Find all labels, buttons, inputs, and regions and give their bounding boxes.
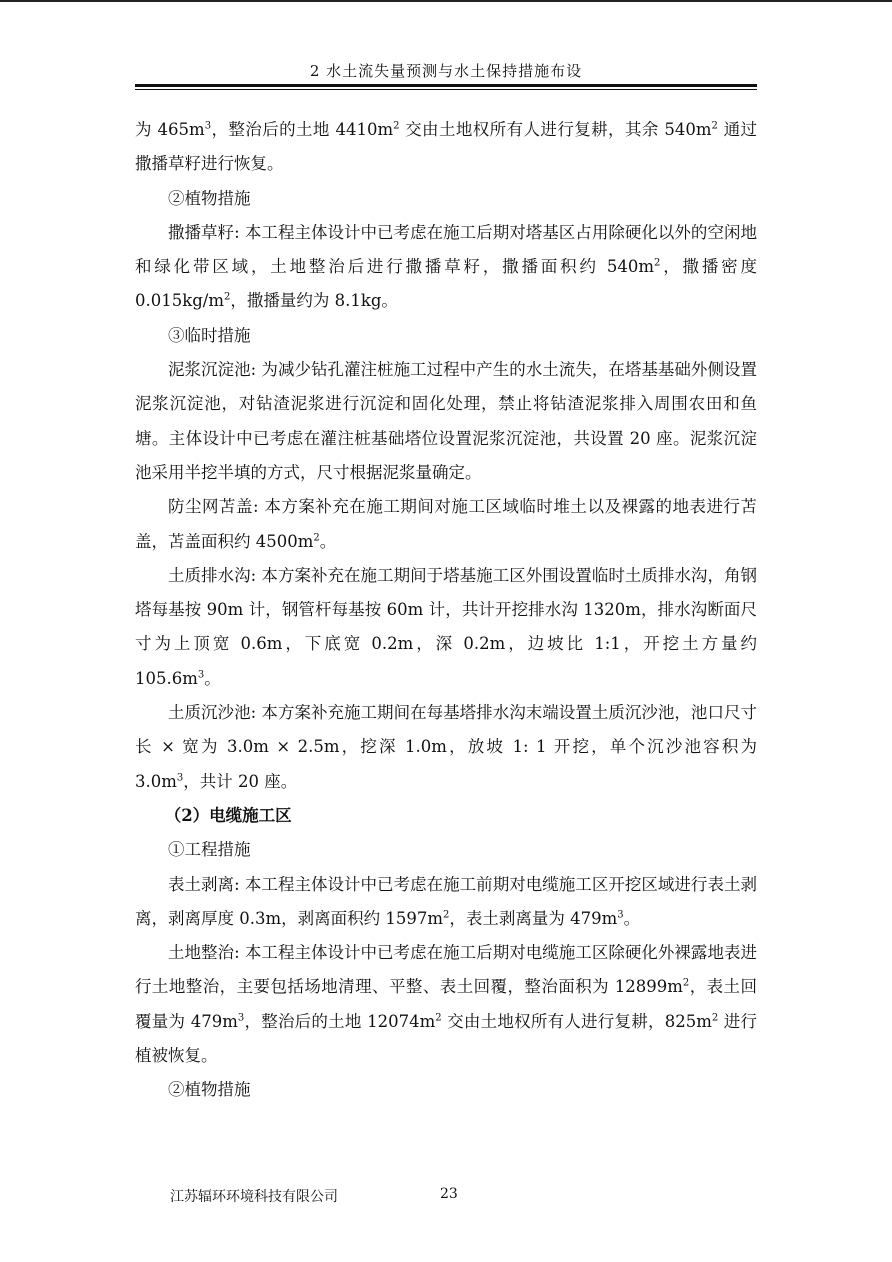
subheading-engineering-measures: ①工程措施 — [168, 840, 251, 860]
running-header: 2 水土流失量预测与水土保持措施布设 — [309, 62, 583, 80]
subheading-temporary-measures: ③临时措施 — [168, 325, 251, 345]
header-rule-thin — [135, 89, 757, 90]
paragraph-dust-net-cover: 防尘网苫盖: 本方案补充在施工期间对施工区域临时堆土以及裸露的地表进行苫盖，苫盖面积约 $4500m^2$。 — [135, 497, 757, 551]
paragraph-topsoil-stripping: 表土剥离: 本工程主体设计中已考虑在施工前期对电缆施工区开挖区域进行表土剥离，剥离厚度 0.3m，剥离面积约 $1597m^2$，表土剥离量为 $479m^3$。 — [135, 874, 757, 928]
header-rule-thick — [135, 84, 757, 87]
paragraph-continued: 为 $465m^3$，整治后的土地 $4410m^2$ 交由土地权所有人进行复耕，其余 $540m^2$ 通过撒播草籽进行恢复。 — [135, 120, 757, 174]
page-top-border — [0, 0, 892, 2]
paragraph-grass-seeding: 撒播草籽: 本工程主体设计中已考虑在施工后期对塔基区占用除硬化以外的空闲地和绿化带区域，土地整治后进行撒播草籽，撒播面积约 $540m^2$，撒播密度 $0.015kg/m^2$，撒播量约为 8.1kg。 — [135, 222, 757, 311]
section-heading-cable-area: （2）电缆施工区 — [164, 805, 292, 825]
paragraph-earth-drainage-ditch: 土质排水沟: 本方案补充在施工期间于塔基施工区外围设置临时土质排水沟，角钢塔每基按 90m 计，钢管杆每基按 60m 计，共计开挖排水沟 1320m，排水沟断面尺寸为上顶宽 0.6m，下底宽 0.2m，深 0.2m，边坡比 1:1，开挖土方量约 $105.6m^3$。 — [135, 565, 757, 688]
paragraph-land-rehabilitation: 土地整治: 本工程主体设计中已考虑在施工后期对电缆施工区除硬化外裸露地表进行土地整治，主要包括场地清理、平整、表土回覆，整治面积为 $12899m^2$，表土回覆量为 $479m^3$，整治后的土地 $12074m^2$ 交由土地权所有人进行复耕，$825m^2$ 进行植被恢复。 — [135, 943, 757, 1066]
page-number: 23 — [440, 1186, 458, 1202]
body-content — [135, 113, 757, 1108]
footer-company: 江苏辐环环境科技有限公司 — [170, 1189, 338, 1205]
paragraph-earth-sedimentation-tank: 土质沉沙池: 本方案补充施工期间在每基塔排水沟末端设置土质沉沙池，池口尺寸长 × 宽为 3.0m × 2.5m，挖深 1.0m，放坡 1: 1 开挖，单个沉沙池容积为 $3.0m^3$，共计 20 座。 — [135, 703, 757, 791]
paragraph-mud-settling-pond: 泥浆沉淀池: 为减少钻孔灌注桩施工过程中产生的水土流失，在塔基基础外侧设置泥浆沉淀池，对钻渣泥浆进行沉淀和固化处理，禁止将钻渣泥浆排入周围农田和鱼塘。主体设计中已考虑在灌注桩基础塔位设置泥浆沉淀池，共设置 20 座。泥浆沉淀池采用半挖半填的方式，尺寸根据泥浆量确定。 — [135, 360, 757, 482]
subheading-plant-measures-2: ②植物措施 — [168, 1080, 251, 1100]
subheading-plant-measures: ②植物措施 — [168, 188, 251, 208]
